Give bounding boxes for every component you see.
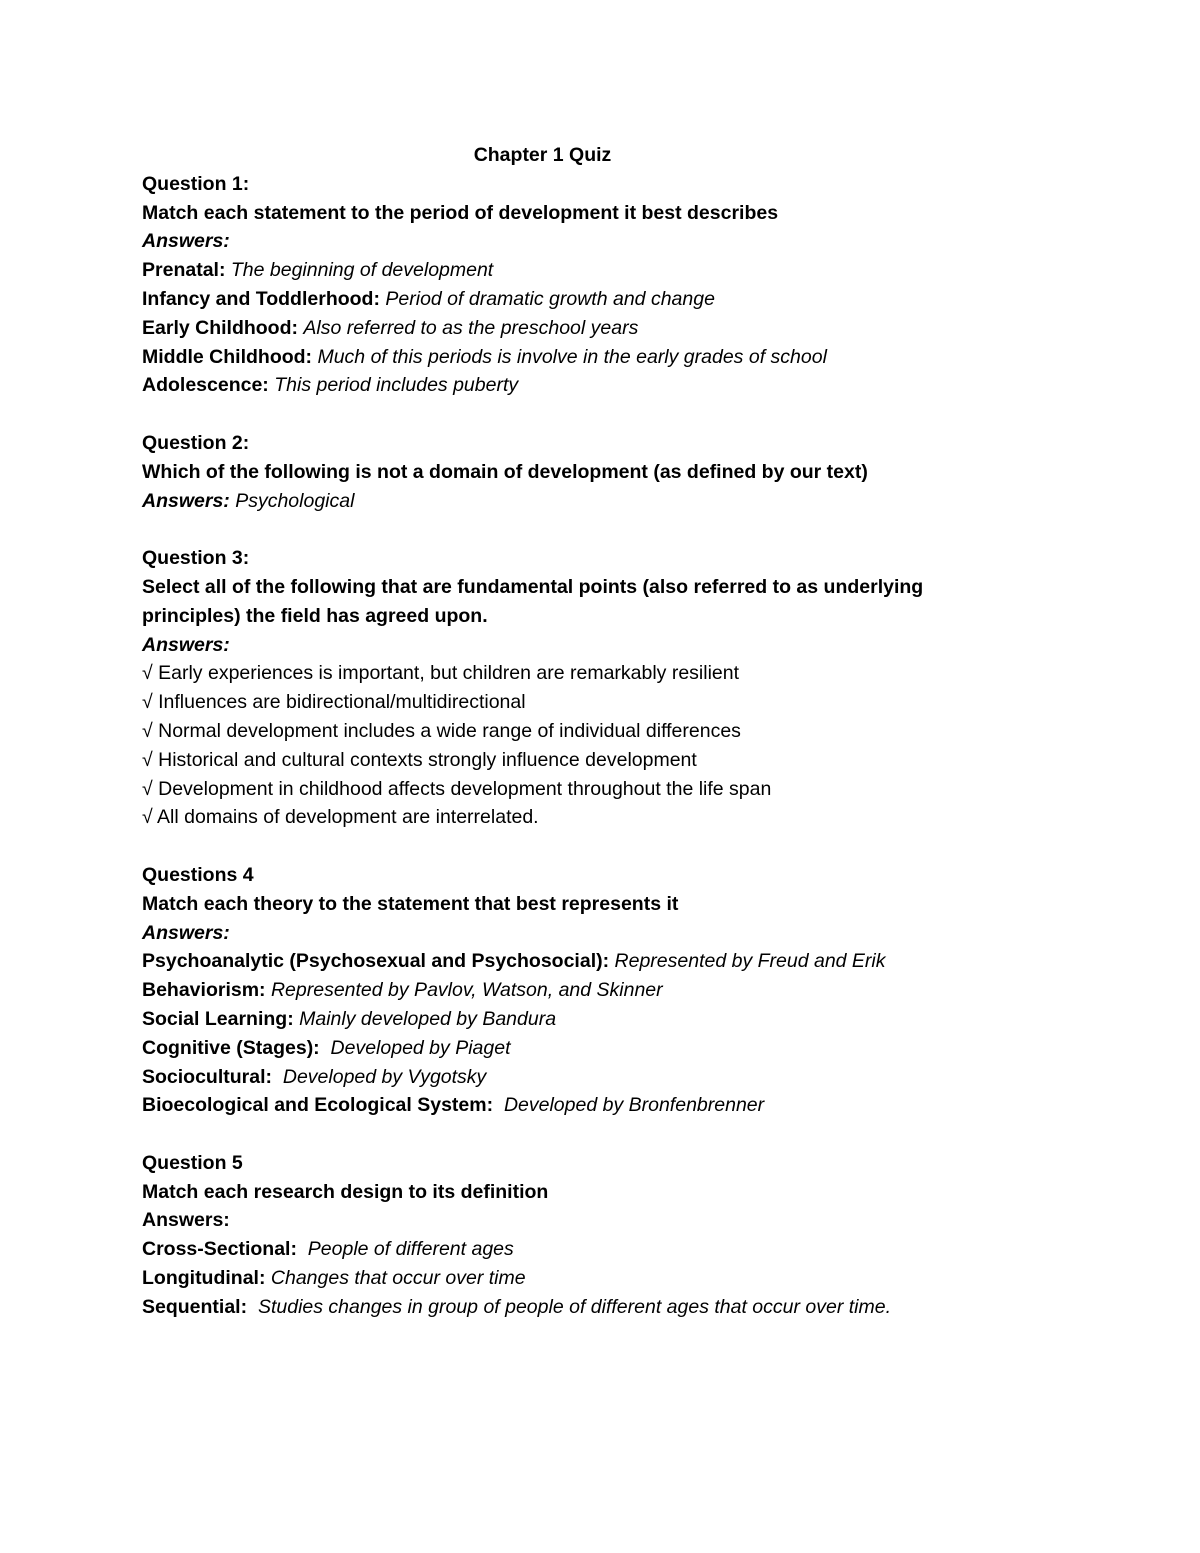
answer-term: Adolescence: [142,374,269,397]
checked-item [142,775,1042,804]
check-icon: √ [142,719,153,742]
answer-term: Cognitive (Stages): [142,1036,320,1059]
answer-desc: Changes that occur over time [270,1267,526,1290]
answer-desc: People of different ages [307,1238,514,1261]
answer-desc: Mainly developed by Bandura [299,1007,557,1030]
question-5 [142,1149,1042,1322]
answer-item [142,947,1042,976]
question-4-answers-label: Answers: [142,921,230,944]
question-3-answers-label: Answers: [142,633,230,656]
question-4 [142,861,1042,1120]
answer-term: Infancy and Toddlerhood: [142,287,380,310]
question-5-answers-label: Answers: [142,1209,230,1232]
question-5-prompt: Match each research design to its definition [142,1180,549,1203]
check-icon: √ [142,662,153,685]
page-title: Chapter 1 Quiz [473,144,612,166]
answer-desc: Developed by Vygotsky [282,1065,487,1088]
answer-term: Sequential: [142,1295,248,1318]
answer-item [142,1034,1042,1063]
answer-term: Cross-Sectional: [142,1238,297,1261]
check-icon: √ [142,806,153,829]
checked-item-text: Normal development includes a wide range of individual differences [158,719,741,742]
answer-desc: This period includes puberty [274,374,519,397]
question-1-answers-label: Answers: [142,230,230,253]
answer-desc: Studies changes in group of people of different ages that occur over time. [257,1295,892,1318]
answer-item [142,371,1042,400]
spacer [142,515,1042,544]
answer-term: Behaviorism: [142,979,266,1002]
answer-item [142,1005,1042,1034]
answer-term: Bioecological and Ecological System: [142,1094,494,1117]
checked-item-text: Influences are bidirectional/multidirectional [158,691,526,714]
answer-desc: Represented by Freud and Erik [614,950,886,973]
question-1-prompt: Match each statement to the period of development it best describes [142,201,779,224]
question-1 [142,170,1042,400]
answer-term: Sociocultural: [142,1065,273,1088]
answer-item [142,1264,1042,1293]
question-2 [142,429,1042,515]
answer-term: Prenatal: [142,259,226,282]
question-4-prompt: Match each theory to the statement that best represents it [142,892,679,915]
question-1-heading: Question 1: [142,172,250,195]
checked-item [142,688,1042,717]
answer-desc: Represented by Pavlov, Watson, and Skinner [270,979,663,1002]
check-icon: √ [142,748,153,771]
question-4-heading: Questions 4 [142,863,254,886]
question-3-prompt: Select all of the following that are fundamental points (also referred to as underlying principles) the field has agreed upon. [142,575,924,627]
answer-item [142,285,1042,314]
checked-item [142,717,1042,746]
spacer [142,832,1042,861]
document-body [142,141,1042,1322]
checked-item-text: All domains of development are interrelated. [157,806,539,829]
answer-term: Social Learning: [142,1007,294,1030]
answer-term: Middle Childhood: [142,345,313,368]
check-icon: √ [142,691,153,714]
question-5-heading: Question 5 [142,1151,243,1174]
answer-desc: The beginning of development [230,259,494,282]
answer-item [142,487,1042,516]
answer-desc: Also referred to as the preschool years [303,316,639,339]
answer-item [142,343,1042,372]
checked-item-text: Development in childhood affects development throughout the life span [158,777,772,800]
spacer [142,400,1042,429]
question-2-prompt: Which of the following is not a domain of development (as defined by our text) [142,460,868,483]
answer-desc: Developed by Piaget [330,1036,511,1059]
answer-item [142,256,1042,285]
question-2-heading: Question 2: [142,431,250,454]
spacer [142,1120,1042,1149]
question-2-answers-label: Answers: [142,489,230,512]
answer-item [142,314,1042,343]
checked-item-text: Historical and cultural contexts strongly influence development [158,748,697,771]
answer-item [142,976,1042,1005]
answer-desc: Much of this periods is involve in the early grades of school [317,345,827,368]
answer-term: Longitudinal: [142,1267,266,1290]
answer-desc: Psychological [235,489,355,512]
answer-term: Psychoanalytic (Psychosexual and Psychosocial): [142,950,610,973]
answer-desc: Period of dramatic growth and change [385,287,715,310]
question-3 [142,544,1042,832]
checked-item-text: Early experiences is important, but children are remarkably resilient [158,662,740,685]
answer-item [142,1063,1042,1092]
checked-item [142,803,1042,832]
answer-item [142,1091,1042,1120]
answer-item [142,1293,1042,1322]
answer-item [142,1235,1042,1264]
question-3-heading: Question 3: [142,547,250,570]
answer-desc: Developed by Bronfenbrenner [503,1094,765,1117]
answer-term: Early Childhood: [142,316,298,339]
check-icon: √ [142,777,153,800]
checked-item [142,746,1042,775]
checked-item [142,659,1042,688]
